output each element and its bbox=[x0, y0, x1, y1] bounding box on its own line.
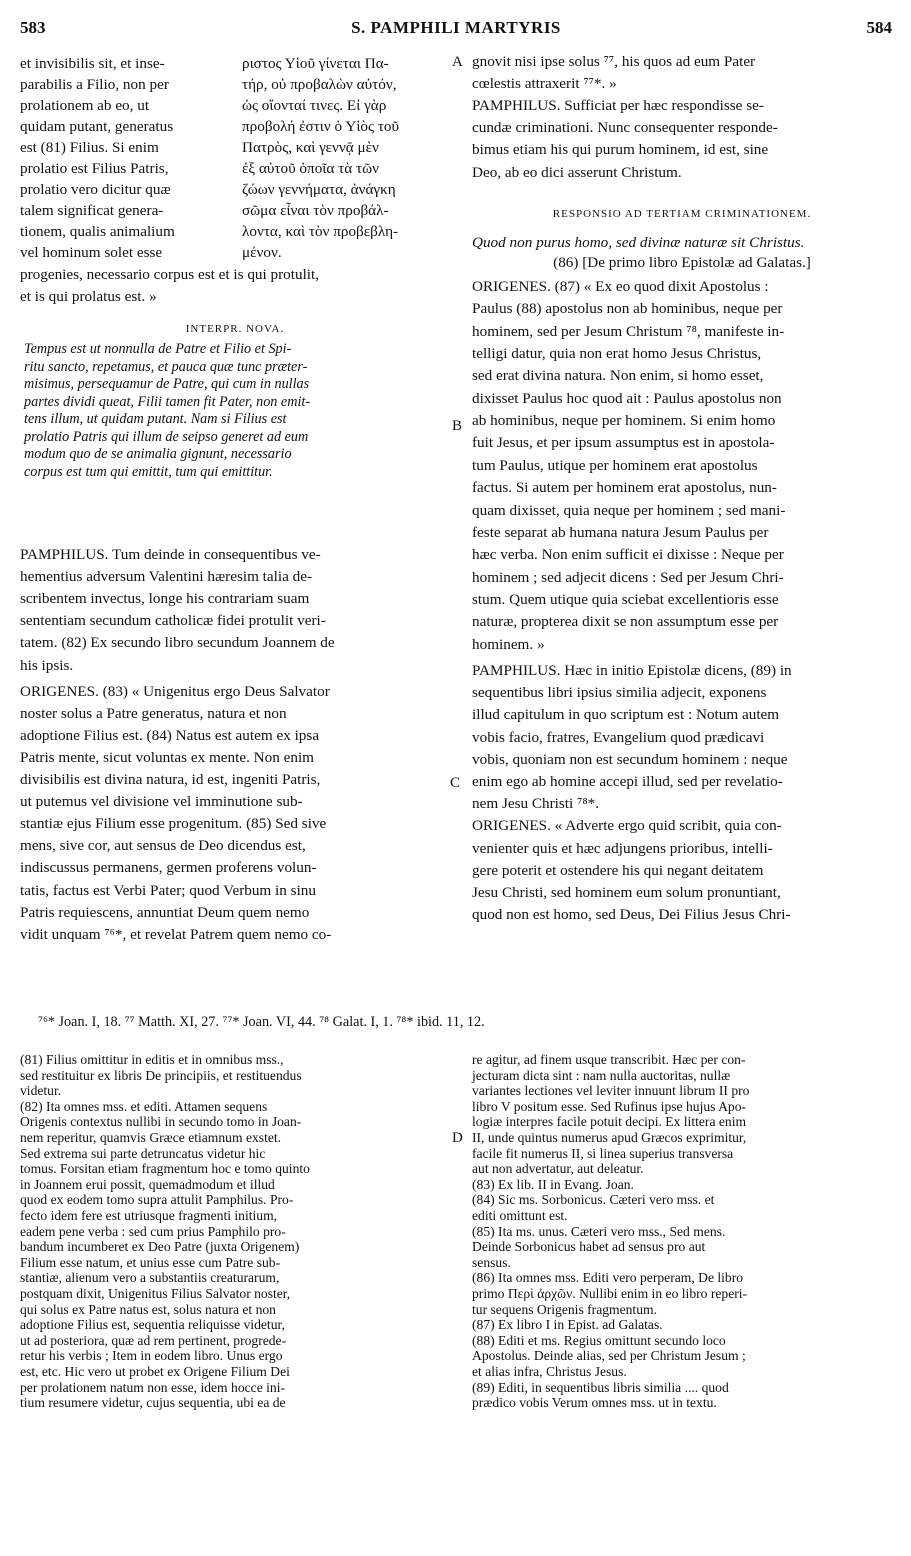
interpr-line: Tempus est ut nonnulla de Patre et Filio et Spi- bbox=[24, 341, 292, 357]
body-line: quam dixisset, quia neque per hominem ; sed mani- bbox=[472, 501, 786, 519]
greek-line: μένον. bbox=[242, 244, 282, 261]
body-line: ORIGENES. (83) « Unigenitus ergo Deus Salvator bbox=[20, 682, 330, 700]
note-line: fecto idem fere est utriusque fragmenti initium, bbox=[20, 1208, 278, 1223]
greek-line: ἐξ αὐτοῦ ὁποῖα τὰ τῶν bbox=[242, 160, 379, 177]
section-heading: RESPONSIO AD TERTIAM CRIMINATIONEM. bbox=[552, 208, 812, 220]
left-page-number: 583 bbox=[20, 18, 46, 37]
note-line: (86) Ita omnes mss. Editi vero perperam, De libro bbox=[472, 1270, 744, 1286]
body-line: hementius adversum Valentini hæresim talia de- bbox=[20, 568, 313, 586]
note-line: logiæ interpres facile potuit decipi. Ex littera enim bbox=[472, 1114, 747, 1130]
body-line: hominem ; sed adjecit dicens : Sed per Jesum Chri- bbox=[472, 568, 784, 586]
section-source: (86) [De primo libro Epistolæ ad Galatas.] bbox=[553, 254, 811, 271]
body-line: hominem, sed per Jesum Christum ⁷⁸, manifeste in- bbox=[472, 322, 785, 340]
body-line: tatem. (82) Ex secundo libro secundum Joannem de bbox=[20, 634, 335, 652]
body-line: stantiæ ejus Filium esse progenitum. (85) Sed sive bbox=[20, 815, 327, 833]
body-line: vobis, quoniam non est secundum hominem : neque bbox=[472, 750, 788, 768]
note-line: facile fit numerus II, si linea superius transversa bbox=[472, 1145, 734, 1161]
body-line: Patris requiescens, annuntiat Deum quem nemo bbox=[20, 903, 310, 921]
interpr-heading: INTERPR. NOVA. bbox=[185, 323, 285, 335]
greek-line: τήρ, οὐ προβαλὼν αὐτόν, bbox=[242, 76, 397, 93]
greek-line: σῶμα εἶναι τὸν προβάλ- bbox=[242, 202, 389, 219]
note-line: (82) Ita omnes mss. et editi. Attamen sequens bbox=[20, 1098, 268, 1114]
body-line: nem Jesu Christi ⁷⁸*. bbox=[472, 795, 600, 813]
body-line: factus. Si autem per hominem erat apostolus, nun- bbox=[472, 479, 777, 497]
note-line: aut non advertatur, aut deleatur. bbox=[472, 1161, 644, 1177]
body-line: vobis facio, fratres, Evangelium quod prædicavi bbox=[472, 728, 765, 746]
body-line: illud capitulum in quo scriptum est : Notum autem bbox=[472, 706, 780, 724]
interpr-line: tens illum, ut quidam putant. Nam si Filius est bbox=[24, 411, 287, 427]
note-line: bandum incumberet ex Deo Patre (juxta Origenem) bbox=[20, 1239, 300, 1255]
note-line: ut ad posteriora, quæ ad rem pertinent, progrede- bbox=[20, 1332, 287, 1348]
interpr-line: partes dividi queat, Filii tamen fit Pater, non emit- bbox=[24, 393, 311, 410]
note-line: (89) Editi, in sequentibus libris similia .... quod bbox=[472, 1379, 729, 1395]
body-line: vidit unquam ⁷⁶*, et revelat Patrem quem nemo co- bbox=[20, 925, 332, 943]
body-line: Paulus (88) apostolus non ab hominibus, neque per bbox=[472, 300, 783, 318]
body-line: ORIGENES. « Adverte ergo quid scribit, quia con- bbox=[472, 817, 782, 835]
note-line: est, etc. Hic vero ut probet ex Origene Filium Dei bbox=[20, 1364, 290, 1379]
body-line: scribentem invectus, longe his contrariam suam bbox=[20, 590, 310, 608]
greek-line: λοντα, καὶ τὸν προβεβλη- bbox=[242, 223, 399, 240]
interpr-line: ritu sancto, repetamus, et pauca quæ tunc præter- bbox=[24, 358, 308, 375]
latin-line: progenies, necessario corpus est et is qui protulit, bbox=[20, 266, 320, 283]
body-line: cœlestis attraxerit ⁷⁷*. » bbox=[472, 75, 617, 93]
latin-line: parabilis a Filio, non per bbox=[20, 76, 169, 93]
running-title: S. PAMPHILI MARTYRIS bbox=[351, 18, 561, 37]
note-line: II, unde quintus numerus apud Græcos exprimitur, bbox=[472, 1130, 747, 1145]
note-line: postquam dixit, Unigenitus Filius Salvator noster, bbox=[20, 1286, 291, 1301]
note-line: primo Περὶ ἀρχῶν. Nullibi enim in eo libro reperi- bbox=[472, 1286, 748, 1301]
body-line: sententiam secundum catholicæ fidei protulit veri- bbox=[20, 612, 326, 630]
greek-line: ζώων γεννήματα, ἀνάγκη bbox=[242, 181, 396, 198]
latin-line: quidam putant, generatus bbox=[20, 118, 174, 135]
body-line: indiscussus permanens, germen proferens volun- bbox=[20, 859, 317, 877]
note-line: libro V positum esse. Sed Rufinus ipse hujus Apo- bbox=[472, 1098, 747, 1114]
note-line: (88) Editi et ms. Regius omittunt secundo loco bbox=[472, 1332, 726, 1348]
body-line: enim ego ab homine accepi illud, sed per revelatio- bbox=[472, 772, 783, 790]
note-line: adoptione Filius est, sequentia reliquisse videtur, bbox=[20, 1317, 285, 1333]
body-line: Patris mente, sicut voluntas ex mente. Non enim bbox=[20, 748, 314, 766]
note-line: tium resumere videtur, cujus sequentia, ubi ea de bbox=[20, 1395, 286, 1411]
latin-line: prolatio vero dicitur quæ bbox=[20, 181, 171, 198]
note-line: (81) Filius omittitur in editis et in omnibus mss., bbox=[20, 1052, 284, 1067]
body-line: divisibilis est divina natura, id est, ingeniti Patris, bbox=[20, 771, 321, 788]
section-subtitle: Quod non purus homo, sed divinæ naturæ sit Christus. bbox=[472, 234, 805, 251]
scripture-references: ⁷⁶* Joan. I, 18. ⁷⁷ Matth. XI, 27. ⁷⁷* Joan. VI, 44. ⁷⁸ Galat. I, 1. ⁷⁸* ibid. 11, 12. bbox=[38, 1014, 485, 1030]
note-line: sensus. bbox=[472, 1254, 511, 1270]
latin-line: et invisibilis sit, et inse- bbox=[20, 55, 165, 72]
body-line: PAMPHILUS. Tum deinde in consequentibus ve- bbox=[20, 546, 321, 563]
greek-line: ὡς οἴονταί τινες. Εἰ γὰρ bbox=[242, 97, 387, 114]
note-line: quod ex eodem tomo supra attulit Pamphilus. Pro- bbox=[20, 1192, 294, 1208]
body-line: telligi datur, quia non erat homo Jesus Christus, bbox=[472, 345, 762, 363]
note-line: (83) Ex lib. II in Evang. Joan. bbox=[472, 1176, 634, 1192]
note-line: Deinde Sorbonicus habet ad sensus pro aut bbox=[472, 1239, 706, 1255]
note-line: Sed extrema sui parte detruncatus videtur hic bbox=[20, 1145, 266, 1161]
body-line: Jesu Christi, sed hominem eum solum pronuntiant, bbox=[472, 883, 781, 901]
body-line: gnovit nisi ipse solus ⁷⁷, his quos ad eum Pater bbox=[472, 53, 756, 70]
note-line: (84) Sic ms. Sorbonicus. Cæteri vero mss. et bbox=[472, 1192, 715, 1208]
body-line: his ipsis. bbox=[20, 656, 74, 674]
body-line: adoptione Filius est. (84) Natus est autem ex ipsa bbox=[20, 726, 320, 744]
note-line: Apostolus. Deinde alias, sed per Christum Jesum ; bbox=[472, 1348, 746, 1364]
note-line: nem reperitur, quamvis Græce etiamnum exstet. bbox=[20, 1130, 282, 1145]
note-line: eadem pene verba : sed cum prius Pamphilo pro- bbox=[20, 1223, 286, 1239]
note-line: (85) Ita ms. unus. Cæteri vero mss., Sed mens. bbox=[472, 1223, 726, 1239]
margin-letter-d: D bbox=[452, 1130, 463, 1146]
body-line: sed erat divina natura. Non enim, si homo esset, bbox=[472, 367, 764, 385]
body-line: tum Paulus, utique per hominem erat apostolus bbox=[472, 456, 758, 474]
note-line: stantiæ, alienum vero a substantiis creaturarum, bbox=[20, 1270, 280, 1286]
note-line: per prolationem natum non esse, idem hocce ini- bbox=[20, 1379, 285, 1395]
body-line: Deo, ab eo dici asserunt Christum. bbox=[472, 163, 682, 181]
body-line: ORIGENES. (87) « Ex eo quod dixit Apostolus : bbox=[472, 278, 769, 295]
body-line: gere poterit et ostendere his qui negant deitatem bbox=[472, 861, 764, 879]
body-line: dixisset Paulus hoc quod ait : Paulus apostolus non bbox=[472, 389, 782, 407]
note-line: prædico vobis Verum omnes mss. ut in textu. bbox=[472, 1395, 717, 1411]
interpr-line: corpus est tum qui emittit, tum qui emittitur. bbox=[24, 463, 273, 480]
note-line: Filium esse natum, et unius esse cum Patre sub- bbox=[20, 1254, 281, 1270]
latin-line: est (81) Filius. Si enim bbox=[20, 139, 159, 156]
note-line: (87) Ex libro I in Epist. ad Galatas. bbox=[472, 1317, 663, 1333]
interpr-line: prolatio Patris qui illum de seipso generet ad eum bbox=[24, 428, 309, 445]
latin-line: vel hominum solet esse bbox=[20, 244, 163, 261]
body-line: hominem. » bbox=[472, 635, 545, 653]
body-line: hæc verba. Non enim sufficit ei dixisse : Neque per bbox=[472, 546, 784, 564]
margin-letter-b: B bbox=[452, 418, 463, 434]
note-line: variantes lectiones vel leviter innuunt librum II pro bbox=[472, 1083, 750, 1099]
note-line: Origenis contextus nullibi in secundo tomo in Joan- bbox=[20, 1114, 302, 1130]
body-line: venienter quis et hæc adjungens prioribus, intelli- bbox=[472, 839, 773, 857]
greek-line: Πατρὸς, καὶ γεννᾷ μὲν bbox=[242, 139, 379, 156]
body-line: PAMPHILUS. Hæc in initio Epistolæ dicens, (89) in bbox=[472, 661, 792, 679]
body-line: PAMPHILUS. Sufficiat per hæc respondisse se- bbox=[472, 97, 764, 115]
note-line: editi omittunt est. bbox=[472, 1208, 568, 1223]
body-line: ut putemus vel divisione vel imminutione sub- bbox=[20, 793, 303, 811]
note-line: sed restituitur ex libris De principiis, et restituendus bbox=[20, 1067, 302, 1083]
body-line: stum. Quem utique quia sciebat excellentioris esse bbox=[472, 590, 779, 608]
body-line: tatis, factus est Verbi Pater; quod Verbum in sinu bbox=[20, 881, 316, 899]
body-line: bimus etiam his qui purum hominem, id est, sine bbox=[472, 141, 769, 159]
body-line: cundæ criminationi. Nunc consequenter responde- bbox=[472, 119, 778, 137]
body-line: naturæ, propterea dixit se non assumptum esse per bbox=[472, 613, 779, 631]
margin-letter-c: C bbox=[450, 775, 461, 791]
body-line: feste separat ab humana natura Jesum Paulus per bbox=[472, 523, 769, 541]
note-line: tur sequens Origenis fragmentum. bbox=[472, 1301, 657, 1317]
note-line: qui solus ex Patre natus est, solus natura et non bbox=[20, 1301, 276, 1317]
body-line: ab hominibus, neque per hominem. Si enim homo bbox=[472, 412, 776, 430]
body-line: mens, sive cor, aut sensus de Deo dicendus est, bbox=[20, 837, 306, 855]
note-line: jecturam dicta sint : nam nulla auctoritas, nullæ bbox=[472, 1067, 731, 1083]
latin-line: talem significat genera- bbox=[20, 202, 164, 219]
note-line: videtur. bbox=[20, 1083, 62, 1099]
page-header bbox=[20, 18, 892, 42]
note-line: in Joannem erui possit, quemadmodum et illud bbox=[20, 1176, 275, 1192]
interpr-line: modum quo de se animalia gignunt, necessario bbox=[24, 446, 292, 462]
body-line: sequentibus libri ipsius similia adjecit, exponens bbox=[472, 684, 767, 702]
body-line: fuit Jesus, et per ipsum assumptus est in apostola- bbox=[472, 434, 775, 452]
greek-line: ριστος Υἱοῦ γίνεται Πα- bbox=[242, 55, 389, 72]
body-line: noster solus a Patre generatus, natura et non bbox=[20, 704, 287, 722]
greek-line: προβολή ἐστιν ὁ Υἱὸς τοῦ bbox=[242, 118, 400, 135]
latin-line: tionem, qualis animalium bbox=[20, 223, 175, 240]
latin-line: et is qui prolatus est. » bbox=[20, 288, 157, 305]
note-line: re agitur, ad finem usque transcribit. Hæc per con- bbox=[472, 1052, 746, 1067]
interpr-line: misimus, persequamur de Patre, qui cum in nullas bbox=[24, 376, 310, 392]
note-line: retur his verbis ; Item in eodem libro. Unus ergo bbox=[20, 1348, 283, 1364]
note-line: tomus. Forsitan etiam fragmentum hoc e tomo quinto bbox=[20, 1161, 310, 1177]
note-line: et alias infra, Christus Jesus. bbox=[472, 1364, 627, 1379]
right-page-number: 584 bbox=[866, 18, 892, 37]
margin-letter-a: A bbox=[452, 54, 463, 70]
body-line: quod non est homo, sed Deus, Dei Filius Jesus Chri- bbox=[472, 906, 791, 924]
latin-line: prolationem ab eo, ut bbox=[20, 97, 150, 114]
latin-line: prolatio est Filius Patris, bbox=[20, 160, 169, 177]
